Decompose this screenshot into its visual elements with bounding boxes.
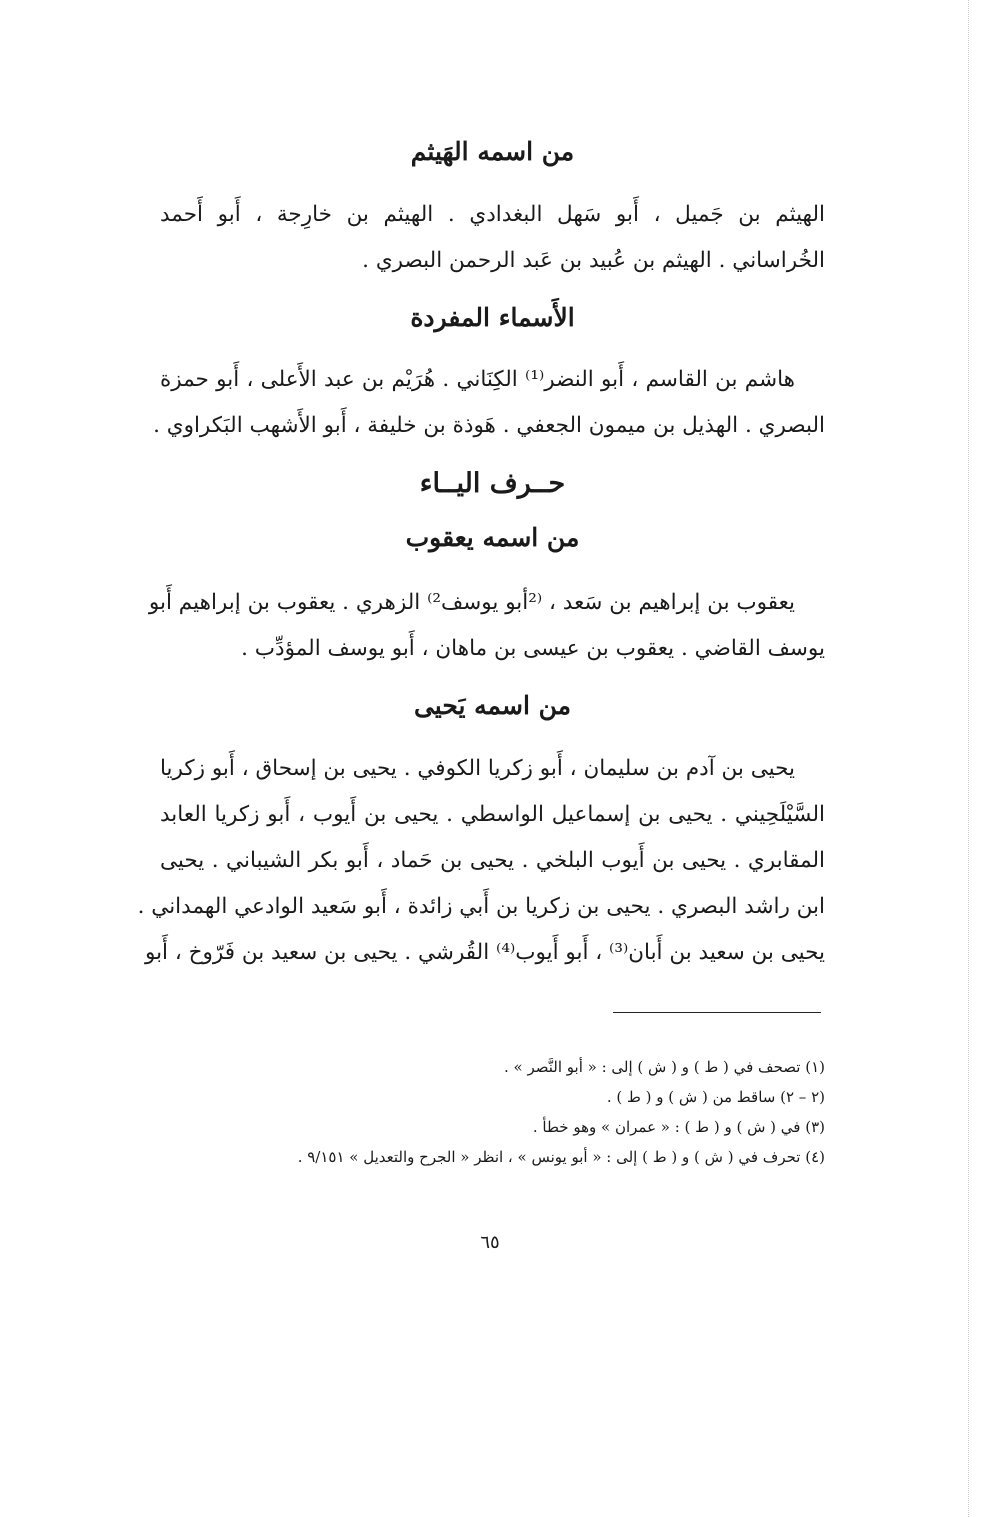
footnote-separator — [613, 1012, 821, 1013]
section-paragraph-single-names — [153, 357, 825, 449]
footnotes — [160, 1052, 825, 1172]
paragraph-line: يوسف القاضي . يعقوب بن عيسى بن ماهان ، أَبو يوسف المؤدِّب . — [241, 636, 825, 661]
paragraph-line: ابن راشد البصري . يحيى بن زكريا بن أَبي زائدة ، أَبو سَعيد الوادعي الهمداني . — [137, 894, 825, 919]
footnote-1: (١) تصحف في ( ط ) و ( ش ) إلى : « أبو النَّصر » . — [503, 1058, 825, 1076]
page-number: ٦٥ — [480, 1232, 500, 1253]
paragraph-line: السَّيْلَحِيني . يحيى بن إسماعيل الواسطي . يحيى بن أَيوب ، أَبو زكريا العابد — [160, 802, 825, 827]
footnote-2: (٢ – ٢) ساقط من ( ش ) و ( ط ) . — [606, 1088, 825, 1106]
footnote-3: (٣) في ( ش ) و ( ط ) : « عمران » وهو خطأ . — [532, 1118, 825, 1136]
letter-heading-ya: حــرف اليــاء — [419, 468, 566, 499]
section-heading-yahya: من اسمه يَحيى — [413, 691, 572, 720]
paragraph-line: البصري . الهذيل بن ميمون الجعفي . هَوذة بن خليفة ، أَبو الأَشهب البَكراوي . — [153, 413, 825, 438]
paragraph-line: يعقوب بن إبراهيم بن سَعد ، ⁽²أبو يوسف²⁾ الزهري . يعقوب بن إبراهيم أَبو — [148, 590, 795, 615]
section-heading-single-names: الأَسماء المفردة — [410, 303, 575, 332]
section-heading-yaqub: من اسمه يعقوب — [405, 523, 580, 552]
section-paragraph-yaqub — [148, 580, 825, 672]
paragraph-line: يحيى بن آدم بن سليمان ، أَبو زكريا الكوفي . يحيى بن إسحاق ، أَبو زكريا — [159, 756, 795, 781]
section-paragraph-yahya — [137, 746, 825, 976]
paragraph-line: المقابري . يحيى بن أَيوب البلخي . يحيى بن حَماد ، أَبو بكر الشيباني . يحيى — [160, 848, 825, 873]
section-paragraph-haytham — [160, 192, 825, 284]
paragraph-line: الهيثم بن جَميل ، أَبو سَهل البغدادي . الهيثم بن خارِجة ، أَبو أَحمد — [160, 202, 825, 227]
footnote-4: (٤) تحرف في ( ش ) و ( ط ) إلى : « أبو يونس » ، انظر « الجرح والتعديل » ٩/١٥١ . — [297, 1148, 825, 1166]
section-heading-haytham: من اسمه الهَيثم — [410, 137, 575, 166]
paragraph-line: يحيى بن سعيد بن أَبان⁽³⁾ ، أَبو أَيوب⁽⁴⁾ القُرشي . يحيى بن سعيد بن فَرّوخ ، أَبو — [144, 940, 825, 965]
paragraph-line: الخُراساني . الهيثم بن عُبيد بن عَبد الرحمن البصري . — [362, 248, 825, 273]
paragraph-line: هاشم بن القاسم ، أَبو النضر⁽¹⁾ الكِنَاني . هُرَيْم بن عبد الأَعلى ، أَبو حمزة — [160, 367, 795, 392]
page-edge-shadow — [968, 0, 969, 1517]
